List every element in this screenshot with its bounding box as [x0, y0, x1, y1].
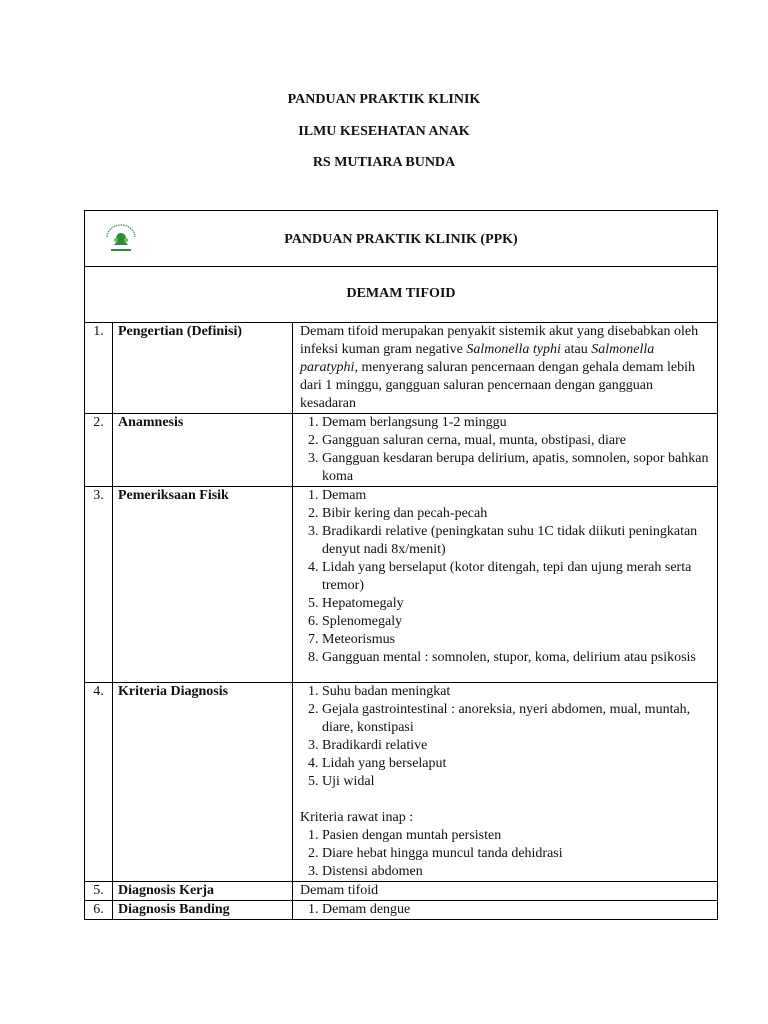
- row-label: Diagnosis Banding: [113, 901, 293, 920]
- list-item: 8. Gangguan mental : somnolen, stupor, koma, delirium atau psikosis: [322, 649, 711, 667]
- row-number: 6.: [85, 901, 113, 920]
- diagnosis-criteria-cell: [293, 683, 718, 882]
- table-row: [85, 882, 717, 901]
- header-hospital: RS MUTIARA BUNDA: [312, 155, 456, 170]
- list-item: 2. Gejala gastrointestinal : anoreksia, nyeri abdomen, mual, muntah, diare, konstipasi: [322, 701, 711, 737]
- row-label: Anamnesis: [113, 414, 293, 487]
- spacer: [300, 791, 711, 809]
- list-item: 7. Meteorismus: [322, 631, 711, 649]
- table-row: [85, 901, 717, 920]
- row-number: 1.: [85, 323, 113, 414]
- row-label: Diagnosis Kerja: [113, 882, 293, 901]
- definition-organism-a: Salmonella typhi: [466, 342, 561, 357]
- ppk-content-table: [85, 323, 717, 919]
- row-label: Pengertian (Definisi): [113, 323, 293, 414]
- list-item: 2. Diare hebat hingga muncul tanda dehidrasi: [322, 845, 711, 863]
- table-row: [85, 414, 717, 487]
- list-item: 5. Uji widal: [322, 773, 711, 791]
- header-title: PANDUAN PRAKTIK KLINIK: [287, 92, 481, 107]
- list-item: 4. Lidah yang berselaput: [322, 755, 711, 773]
- table-row: [85, 683, 717, 882]
- definition-organism-b: Salmonella paratyphi,: [300, 342, 655, 375]
- list-item: 1. Demam: [322, 487, 711, 505]
- list-item: 3. Bradikardi relative: [322, 737, 711, 755]
- list-item: 5. Hepatomegaly: [322, 595, 711, 613]
- ppk-banner: [85, 211, 717, 267]
- topic-title: DEMAM TIFOID: [346, 286, 456, 301]
- inpatient-criteria-list: [300, 827, 711, 881]
- list-item: 3. Gangguan kesdaran berupa delirium, apatis, somnolen, sopor bahkan koma: [322, 450, 711, 486]
- ppk-table-box: [84, 210, 718, 920]
- anamnesis-list: [300, 414, 711, 486]
- anamnesis-cell: [293, 414, 718, 487]
- list-item: 3. Distensi abdomen: [322, 863, 711, 881]
- physical-exam-cell: [293, 487, 718, 683]
- definition-cell: [293, 323, 718, 414]
- row-number: 3.: [85, 487, 113, 683]
- list-item: 1. Suhu badan meningkat: [322, 683, 711, 701]
- working-diagnosis-cell: Demam tifoid: [293, 882, 718, 901]
- differential-diagnosis-cell: [293, 901, 718, 920]
- inpatient-criteria-heading: Kriteria rawat inap :: [300, 810, 414, 825]
- list-item: 6. Splenomegaly: [322, 613, 711, 631]
- ppk-title: PANDUAN PRAKTIK KLINIK (PPK): [284, 232, 518, 247]
- list-item: 2. Bibir kering dan pecah-pecah: [322, 505, 711, 523]
- row-number: 5.: [85, 882, 113, 901]
- row-label: Pemeriksaan Fisik: [113, 487, 293, 683]
- definition-text-b: atau: [560, 342, 592, 357]
- definition-text-c: menyerang saluran pencernaan dengan gehala demam lebih dari 1 minggu, gangguan saluran pencernaan dengan gangguan kesadaran: [300, 360, 695, 411]
- ppk-topic: [85, 267, 717, 323]
- row-label: Kriteria Diagnosis: [113, 683, 293, 882]
- definition-text-a: Demam tifoid merupakan penyakit sistemik akut yang disebabkan oleh infeksi kuman gram negative: [300, 324, 699, 357]
- list-item: 1. Demam berlangsung 1-2 minggu: [322, 414, 711, 432]
- list-item: 4. Lidah yang berselaput (kotor ditengah, tepi dan ujung merah serta tremor): [322, 559, 711, 595]
- table-row: [85, 323, 717, 414]
- differential-diagnosis-list: [300, 901, 711, 919]
- physical-exam-list: [300, 487, 711, 667]
- table-row: [85, 487, 717, 683]
- list-item: 2. Gangguan saluran cerna, mual, munta, obstipasi, diare: [322, 432, 711, 450]
- row-number: 4.: [85, 683, 113, 882]
- list-item: 3. Bradikardi relative (peningkatan suhu 1C tidak diikuti peningkatan denyut nadi 8x/menit): [322, 523, 711, 559]
- row-number: 2.: [85, 414, 113, 487]
- header-department: ILMU KESEHATAN ANAK: [298, 124, 470, 139]
- list-item: 1. Demam dengue: [322, 901, 711, 919]
- list-item: 1. Pasien dengan muntah persisten: [322, 827, 711, 845]
- diagnosis-criteria-list: [300, 683, 711, 791]
